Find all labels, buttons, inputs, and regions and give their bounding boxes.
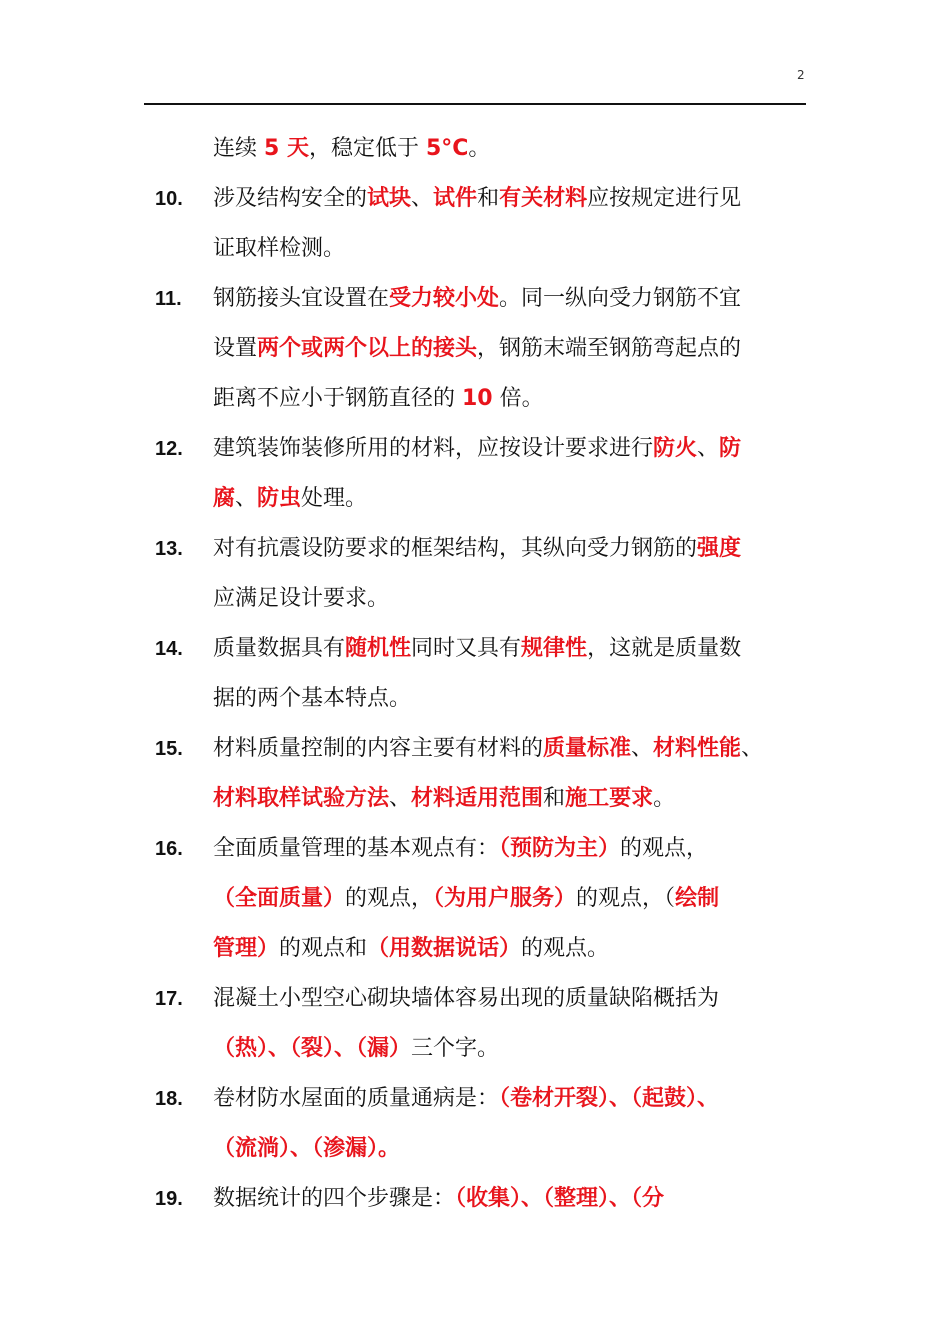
highlighted-text: 受力较小处	[389, 286, 500, 311]
highlighted-text: （全面质量）	[213, 886, 346, 911]
text-segment: 处理。	[301, 486, 368, 511]
highlighted-text: 有关材料	[499, 186, 588, 211]
text-segment: ，钢筋末端至钢筋弯起点的	[477, 336, 742, 361]
list-item	[0, 1074, 950, 1174]
text-segment: 。同一纵向受力钢筋不宜	[499, 286, 742, 311]
document-body	[0, 124, 950, 1224]
highlighted-text: 质量标准	[543, 736, 632, 761]
header-rule	[144, 103, 806, 105]
highlighted-text: 两个或两个以上的接头	[257, 336, 478, 361]
text-line	[0, 774, 950, 824]
highlighted-text: （预防为主）	[499, 836, 621, 861]
text-segment: 材料质量控制的内容主要有材料的	[213, 736, 544, 761]
text-segment: 、	[631, 736, 654, 761]
list-item	[0, 974, 950, 1074]
text-line	[0, 374, 950, 424]
text-line	[0, 1174, 950, 1224]
highlighted-text: 防虫	[257, 486, 302, 511]
highlighted-text: （用数据说话）	[367, 936, 522, 961]
item-number: 11.	[155, 288, 182, 310]
text-line	[0, 724, 950, 774]
text-segment: 质量数据具有	[213, 636, 346, 661]
text-segment: 的观点，（	[576, 886, 676, 911]
page-number: 2	[797, 68, 805, 82]
highlighted-text: 施工要求	[565, 786, 654, 811]
item-number: 19.	[155, 1188, 183, 1210]
highlighted-text: 腐	[213, 486, 236, 511]
text-segment: 连续	[213, 136, 264, 161]
text-segment: 数据统计的四个步骤是：	[213, 1186, 456, 1211]
item-number: 16.	[155, 838, 183, 860]
highlighted-text: 防	[719, 436, 742, 461]
text-segment: 应满足设计要求。	[213, 586, 390, 611]
list-item	[0, 174, 950, 274]
text-segment: ，稳定低于	[308, 136, 426, 161]
text-line	[0, 1074, 950, 1124]
highlighted-text: （流淌）、（渗漏）。	[213, 1136, 401, 1161]
text-segment: 应按规定进行见	[587, 186, 742, 211]
text-line	[0, 424, 950, 474]
text-segment: 。	[653, 786, 676, 811]
text-line	[0, 624, 950, 674]
list-item	[0, 724, 950, 824]
list-item	[0, 1174, 950, 1224]
text-segment: 钢筋接头宜设置在	[213, 286, 390, 311]
list-item	[0, 524, 950, 624]
text-segment: 对有抗震设防要求的框架结构，其纵向受力钢筋的	[213, 536, 698, 561]
text-segment: 据的两个基本特点。	[213, 686, 412, 711]
text-segment: 证取样检测。	[213, 236, 346, 261]
highlighted-text: 绘制	[675, 886, 720, 911]
text-segment: 倍。	[492, 386, 544, 411]
item-number: 10.	[155, 188, 183, 210]
list-item	[0, 124, 950, 174]
text-segment: 、	[389, 786, 412, 811]
highlighted-text: （热）、（裂）、（漏）	[213, 1036, 412, 1061]
highlighted-text: 材料性能	[653, 736, 742, 761]
text-segment: 。	[468, 136, 491, 161]
text-line	[0, 524, 950, 574]
item-number: 13.	[155, 538, 183, 560]
highlighted-text: 防火	[653, 436, 698, 461]
text-line	[0, 974, 950, 1024]
text-line	[0, 474, 950, 524]
text-segment: 卷材防水屋面的质量通病是：	[213, 1086, 500, 1111]
list-item	[0, 624, 950, 724]
text-segment: 距离不应小于钢筋直径的	[213, 386, 462, 411]
text-segment: 、	[235, 486, 258, 511]
highlighted-text: 10	[462, 386, 493, 411]
highlighted-text: 5 天	[264, 136, 309, 161]
text-segment: 建筑装饰装修所用的材料，应按设计要求进行	[213, 436, 654, 461]
text-segment: 设置	[213, 336, 258, 361]
text-line	[0, 124, 950, 174]
highlighted-text: 试件	[433, 186, 478, 211]
text-segment: 的观点，	[345, 886, 434, 911]
text-line	[0, 874, 950, 924]
text-segment: 、	[697, 436, 720, 461]
text-segment: 和	[477, 186, 500, 211]
highlighted-text: 随机性	[345, 636, 412, 661]
text-segment: 、	[741, 736, 764, 761]
text-line	[0, 924, 950, 974]
highlighted-text: （收集）、（整理）、（分	[455, 1186, 665, 1211]
text-line	[0, 174, 950, 224]
text-segment: 全面质量管理的基本观点有：	[213, 836, 500, 861]
text-line	[0, 674, 950, 724]
text-segment: 同时又具有	[411, 636, 522, 661]
item-number: 12.	[155, 438, 183, 460]
item-number: 14.	[155, 638, 183, 660]
item-number: 18.	[155, 1088, 183, 1110]
highlighted-text: 管理）	[213, 936, 280, 961]
text-segment: 的观点，	[620, 836, 709, 861]
text-line	[0, 824, 950, 874]
text-line	[0, 1024, 950, 1074]
highlighted-text: 试块	[367, 186, 412, 211]
highlighted-text: 5°C	[425, 136, 469, 161]
text-segment: 的观点和	[279, 936, 368, 961]
highlighted-text: 规律性	[521, 636, 588, 661]
list-item	[0, 424, 950, 524]
text-segment: 涉及结构安全的	[213, 186, 368, 211]
text-line	[0, 574, 950, 624]
highlighted-text: （卷材开裂）、（起鼓）、	[499, 1086, 720, 1111]
list-item	[0, 274, 950, 424]
highlighted-text: 材料取样试验方法	[213, 786, 390, 811]
item-number: 15.	[155, 738, 183, 760]
text-line	[0, 274, 950, 324]
item-number: 17.	[155, 988, 183, 1010]
highlighted-text: 材料适用范围	[411, 786, 544, 811]
text-segment: 的观点。	[521, 936, 610, 961]
text-segment: 混凝土小型空心砌块墙体容易出现的质量缺陷概括为	[213, 986, 720, 1011]
highlighted-text: （为用户服务）	[433, 886, 577, 911]
text-segment: 、	[411, 186, 434, 211]
text-line	[0, 224, 950, 274]
highlighted-text: 强度	[697, 536, 742, 561]
text-line	[0, 1124, 950, 1174]
text-segment: 和	[543, 786, 566, 811]
text-segment: 三个字。	[411, 1036, 500, 1061]
text-line	[0, 324, 950, 374]
text-segment: ，这就是质量数	[587, 636, 742, 661]
list-item	[0, 824, 950, 974]
